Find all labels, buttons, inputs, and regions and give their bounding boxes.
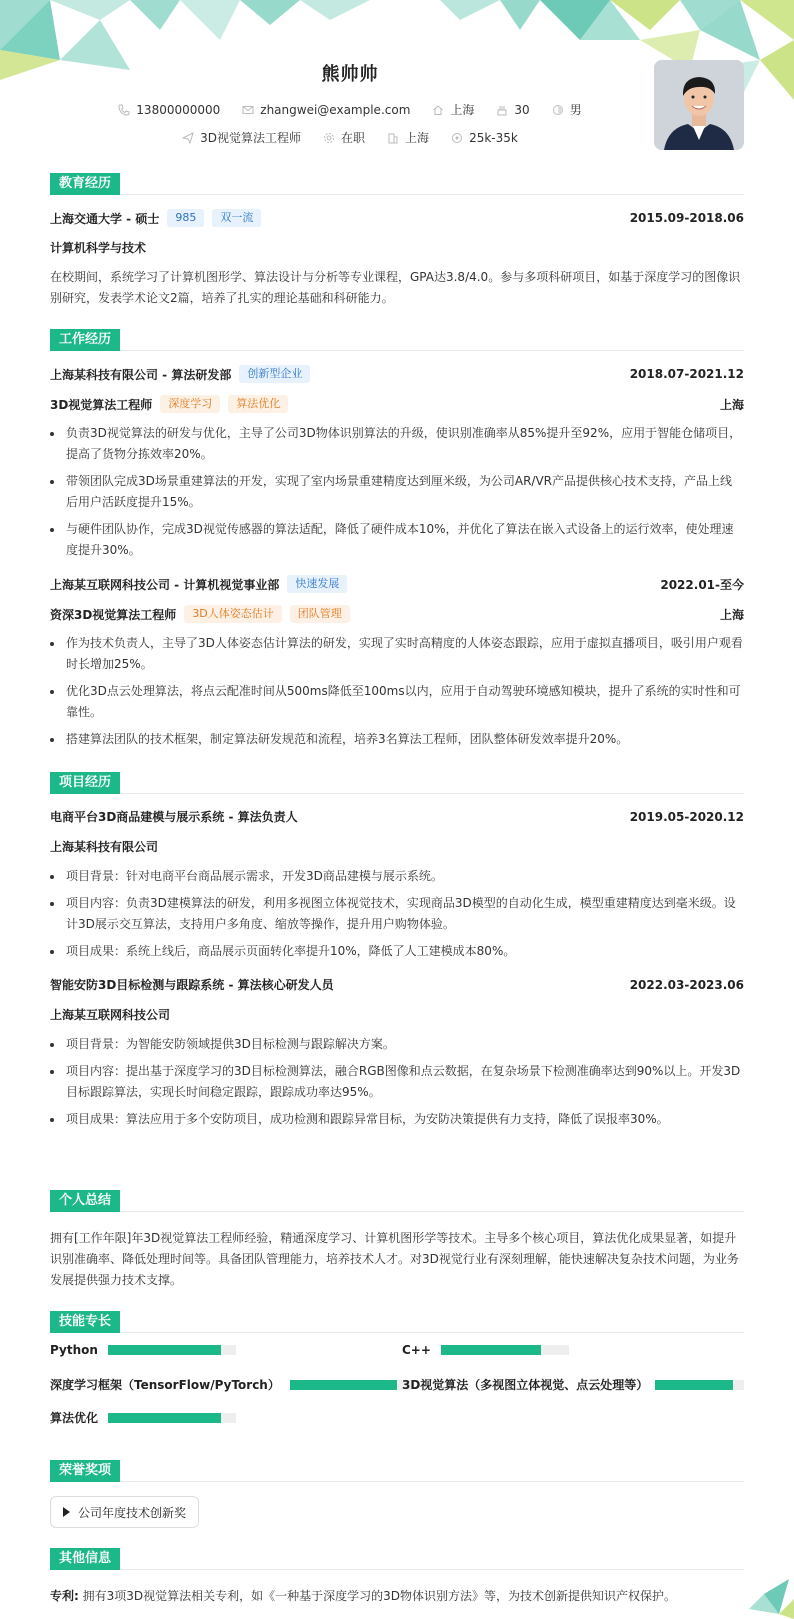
skills-title: 技能专长 xyxy=(50,1311,120,1333)
school-tag: 双一流 xyxy=(212,209,261,227)
list-item: 作为技术负责人，主导了3D人体姿态估计算法的研发，实现了实时高精度的人体姿态跟踪，应用于虚拟直播项目，吸引用户观看时长增加25%。 xyxy=(50,633,744,675)
phone-text: 13800000000 xyxy=(136,102,221,117)
skill-item xyxy=(402,1343,569,1357)
skill-name: 3D视觉算法（多视图立体视觉、点云处理等） xyxy=(402,1378,649,1392)
city-text: 上海 xyxy=(450,103,475,117)
skill-item xyxy=(50,1409,236,1426)
list-item: 带领团队完成3D场景重建算法的开发，实现了室内场景重建精度达到厘米级，为公司AR/VR产品提供核心技术支持，产品上线后用户活跃度提升15%。 xyxy=(50,471,744,513)
skill-name: C++ xyxy=(402,1343,431,1357)
skill-item xyxy=(402,1376,744,1393)
footer-decoration xyxy=(734,1559,794,1619)
mail-icon xyxy=(242,104,254,116)
project-company: 上海某科技有限公司 xyxy=(50,840,159,854)
gender-text: 男 xyxy=(569,103,582,117)
award-item[interactable] xyxy=(50,1496,199,1528)
project-bullets xyxy=(50,866,744,962)
skill-bar xyxy=(108,1413,236,1423)
company-tag: 快速发展 xyxy=(287,575,347,593)
list-item: 项目成果：算法应用于多个安防项目，成功检测和跟踪异常目标，为安防决策提供有力支持，降低了误报率30%。 xyxy=(50,1109,744,1130)
list-item: 项目内容：负责3D建模算法的研发，利用多视图立体视觉技术，实现商品3D模型的自动化生成，模型重建精度达到毫米级。设计3D展示交互算法，支持用户多角度、缩放等操作，提升用户购物体验。 xyxy=(50,893,744,935)
home-icon xyxy=(432,104,444,116)
coin-icon xyxy=(451,132,463,144)
work-bullets xyxy=(50,423,744,561)
work-section xyxy=(50,329,744,769)
projects-section xyxy=(50,772,744,1152)
skill-tag: 3D人体姿态估计 xyxy=(184,605,281,623)
list-item: 项目内容：提出基于深度学习的3D目标检测算法，融合RGB图像和点云数据，在复杂场景下检测准确率达到90%以上。开发3D目标跟踪算法，实现长时间稳定跟踪，跟踪成功率达95%。 xyxy=(50,1061,744,1103)
skill-bar xyxy=(655,1380,744,1390)
project-company: 上海某互联网科技公司 xyxy=(50,1008,171,1022)
list-item: 项目成果：系统上线后，商品展示页面转化率提升10%，降低了人工建模成本80%。 xyxy=(50,941,744,962)
work-company-row xyxy=(50,575,744,593)
work-period: 2022.01-至今 xyxy=(660,577,744,592)
projects-title: 项目经历 xyxy=(50,772,120,794)
education-section xyxy=(50,173,744,313)
summary-text: 拥有[工作年限]年3D视觉算法工程师经验，精通深度学习、计算机图形学等技术。主导多个核心项目，算法优化成果显著，如提升识别准确率、降低处理时间等。具备团队管理能力，培养技术人才。对3D视觉行业有深刻理解，能快速解决复杂技术问题，为业务发展提供强力技术支撑。 xyxy=(50,1231,739,1287)
age-text: 30 xyxy=(514,102,530,117)
list-item: 项目背景：为智能安防领域提供3D目标检测与跟踪解决方案。 xyxy=(50,1034,744,1055)
age-info xyxy=(496,103,529,117)
list-item: 搭建算法团队的技术框架，制定算法研发规范和流程，培养3名算法工程师，团队整体研发效率提升20%。 xyxy=(50,729,744,750)
job-title: 3D视觉算法工程师 xyxy=(50,397,153,412)
work-location: 上海 xyxy=(719,397,744,412)
candidate-name: 熊帅帅 xyxy=(321,64,379,85)
awards-title: 荣誉奖项 xyxy=(50,1460,120,1482)
other-section xyxy=(50,1548,744,1578)
skill-bar-fill xyxy=(108,1413,221,1423)
skill-tag: 团队管理 xyxy=(290,605,350,623)
gender-icon xyxy=(552,104,564,116)
awards-section xyxy=(50,1460,744,1490)
skill-item xyxy=(50,1343,236,1357)
job-info xyxy=(182,129,301,146)
award-label: 公司年度技术创新奖 xyxy=(78,1505,187,1520)
summary-title: 个人总结 xyxy=(50,1190,120,1212)
project-name-row xyxy=(50,808,744,825)
work-title-row xyxy=(50,395,744,413)
cake-icon xyxy=(496,104,508,116)
education-title: 教育经历 xyxy=(50,173,120,195)
contact-row xyxy=(0,101,700,118)
summary-header xyxy=(50,1190,744,1212)
phone-icon xyxy=(118,104,130,116)
expected-city-text: 上海 xyxy=(405,131,430,145)
company-tag: 创新型企业 xyxy=(239,365,310,383)
work-header xyxy=(50,329,744,351)
work-period: 2018.07-2021.12 xyxy=(629,367,744,381)
education-header xyxy=(50,173,744,195)
gear-icon xyxy=(323,132,335,144)
education-period: 2015.09-2018.06 xyxy=(629,211,744,225)
skill-name: 算法优化 xyxy=(50,1411,99,1425)
summary-section xyxy=(50,1190,744,1300)
city-info xyxy=(432,101,474,118)
project-name: 电商平台3D商品建模与展示系统 - 算法负责人 xyxy=(50,810,298,824)
job-row xyxy=(0,129,700,146)
project-period: 2019.05-2020.12 xyxy=(629,809,744,824)
email-text: zhangwei@example.com xyxy=(260,102,411,117)
company-name: 上海某科技有限公司 - 算法研发部 xyxy=(50,367,232,382)
list-item: 优化3D点云处理算法，将点云配准时间从500ms降低至100ms以内，应用于自动驾驶环境感知模块，提升了系统的实时性和可靠性。 xyxy=(50,681,744,723)
skill-bar-fill xyxy=(108,1345,221,1355)
skill-bar-fill xyxy=(441,1345,541,1355)
education-major-row xyxy=(50,239,744,256)
company-name: 上海某互联网科技公司 - 计算机视觉事业部 xyxy=(50,577,280,592)
status-text: 在职 xyxy=(341,131,366,145)
project-period: 2022.03-2023.06 xyxy=(629,977,744,992)
list-item: 与硬件团队协作，完成3D视觉传感器的算法适配，降低了硬件成本10%，并优化了算法在嵌入式设备上的运行效率，使处理速度提升30%。 xyxy=(50,519,744,561)
education-school-row xyxy=(50,209,744,227)
awards-header xyxy=(50,1460,744,1482)
project-company-row xyxy=(50,838,744,855)
projects-header xyxy=(50,772,744,794)
job-text: 3D视觉算法工程师 xyxy=(200,131,302,145)
skills-section xyxy=(50,1311,744,1441)
play-icon xyxy=(63,1507,70,1517)
skill-bar xyxy=(290,1380,412,1390)
other-title: 其他信息 xyxy=(50,1548,120,1570)
skill-tag: 深度学习 xyxy=(160,395,220,413)
job-title: 资深3D视觉算法工程师 xyxy=(50,607,177,622)
project-company-row xyxy=(50,1006,744,1023)
work-location: 上海 xyxy=(719,607,744,622)
email-info xyxy=(242,103,410,117)
send-icon xyxy=(182,132,194,144)
skills-header xyxy=(50,1311,744,1333)
patent-text: 拥有3项3D视觉算法相关专利，如《一种基于深度学习的3D物体识别方法》等，为技术创新提供知识产权保护。 xyxy=(82,1589,677,1603)
work-title-row xyxy=(50,605,744,623)
skill-name: 深度学习框架（TensorFlow/PyTorch） xyxy=(50,1378,280,1392)
building-icon xyxy=(387,132,399,144)
skill-bar-fill xyxy=(655,1380,733,1390)
expected-city-info xyxy=(387,129,429,146)
avatar xyxy=(654,60,744,150)
other-info xyxy=(50,1586,744,1607)
work-company-row xyxy=(50,365,744,383)
other-header xyxy=(50,1548,744,1570)
education-description: 在校期间，系统学习了计算机图形学、算法设计与分析等专业课程，GPA达3.8/4.0。参与多项科研项目，如基于深度学习的图像识别研究，发表学术论文2篇，培养了扎实的理论基础和科研能力。 xyxy=(50,270,741,305)
major: 计算机科学与技术 xyxy=(50,241,147,255)
skill-name: Python xyxy=(50,1343,98,1357)
project-bullets xyxy=(50,1034,744,1130)
skill-bar xyxy=(441,1345,569,1355)
salary-text: 25k-35k xyxy=(469,130,518,145)
skill-item xyxy=(50,1376,412,1393)
patent-label: 专利: xyxy=(50,1589,79,1603)
salary-info xyxy=(451,131,518,145)
phone-info xyxy=(118,103,220,117)
skill-bar xyxy=(108,1345,236,1355)
skill-bar-fill xyxy=(290,1380,397,1390)
status-info xyxy=(323,129,365,146)
work-bullets xyxy=(50,633,744,750)
list-item: 负责3D视觉算法的研发与优化，主导了公司3D物体识别算法的升级，使识别准确率从85%提升至92%，应用于智能仓储项目，提高了货物分拣效率20%。 xyxy=(50,423,744,465)
list-item: 项目背景：针对电商平台商品展示需求，开发3D商品建模与展示系统。 xyxy=(50,866,744,887)
skill-tag: 算法优化 xyxy=(228,395,288,413)
work-title: 工作经历 xyxy=(50,329,120,351)
school-name: 上海交通大学 - 硕士 xyxy=(50,211,160,226)
project-name: 智能安防3D目标检测与跟踪系统 - 算法核心研发人员 xyxy=(50,978,334,992)
project-name-row xyxy=(50,976,744,993)
school-tag: 985 xyxy=(167,209,204,227)
gender-info xyxy=(552,101,582,118)
